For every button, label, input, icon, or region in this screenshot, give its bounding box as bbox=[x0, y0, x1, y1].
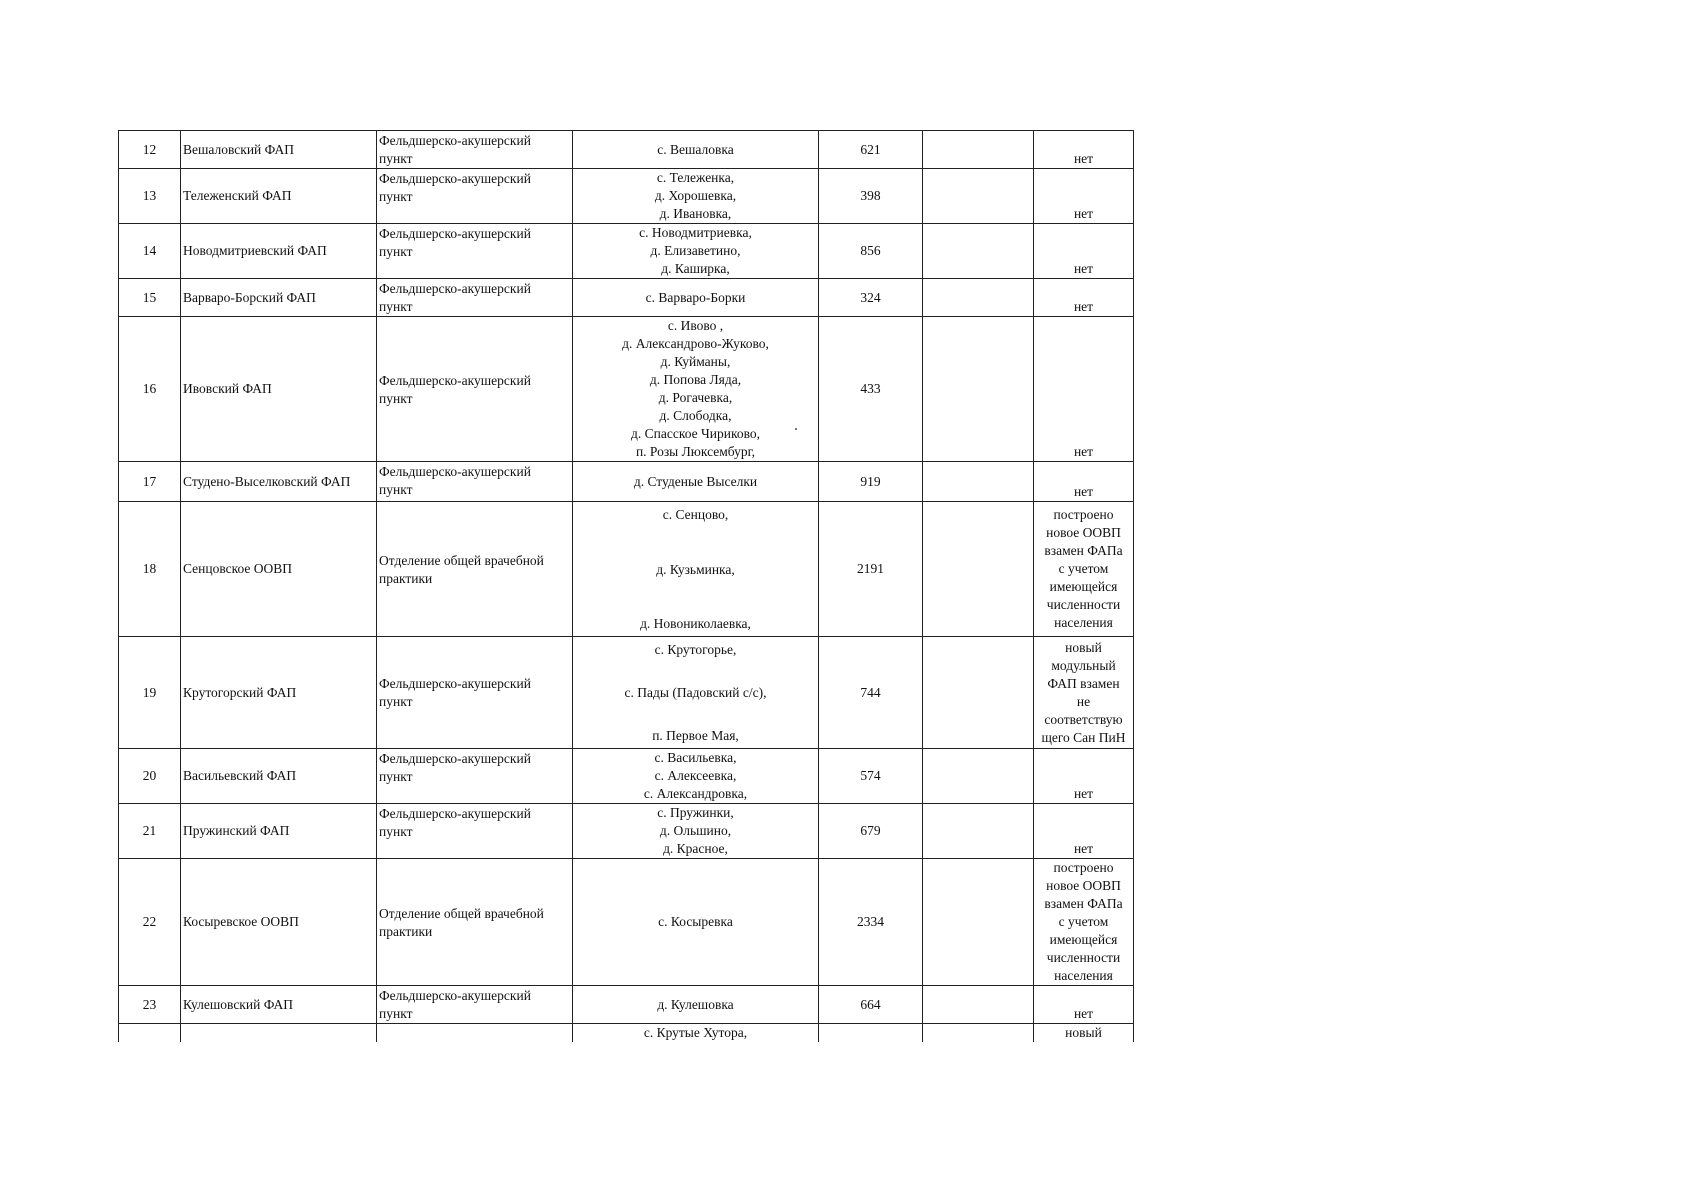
note-line: щего Сан ПиН bbox=[1041, 729, 1126, 745]
type-line: Фельдшерско-акушерский bbox=[379, 464, 531, 479]
type-line: Фельдшерско-акушерский bbox=[379, 806, 531, 821]
table-row bbox=[119, 502, 1134, 637]
type-line: пункт bbox=[379, 390, 413, 406]
facility-type bbox=[377, 131, 573, 169]
empty-cell bbox=[923, 749, 1034, 804]
settlements bbox=[573, 131, 819, 169]
location-line: д. Красное, bbox=[663, 841, 728, 856]
empty-cell bbox=[923, 279, 1034, 317]
note bbox=[1034, 462, 1134, 502]
note-line: новое ООВП bbox=[1046, 525, 1121, 540]
settlements bbox=[573, 279, 819, 317]
table-row bbox=[119, 804, 1134, 859]
population bbox=[819, 1024, 923, 1043]
facility-type bbox=[377, 749, 573, 804]
note-line: не bbox=[1076, 693, 1091, 709]
note-line: нет bbox=[1073, 484, 1094, 499]
note-line: нет bbox=[1073, 261, 1094, 276]
note-line: нет bbox=[1073, 206, 1094, 221]
facility-name: Кулешовский ФАП bbox=[181, 986, 377, 1024]
location-line: д. Студеные Выселки bbox=[633, 473, 758, 489]
type-line: пункт bbox=[379, 824, 413, 839]
row-number: 14 bbox=[119, 224, 181, 279]
note bbox=[1034, 637, 1134, 749]
empty-cell bbox=[923, 637, 1034, 749]
facility-name: Вешаловский ФАП bbox=[181, 131, 377, 169]
population: 621 bbox=[819, 131, 923, 169]
type-line: Фельдшерско-акушерский bbox=[379, 226, 531, 241]
note-line: имеющейся bbox=[1049, 932, 1118, 947]
population: 856 bbox=[819, 224, 923, 279]
population: 679 bbox=[819, 804, 923, 859]
population: 398 bbox=[819, 169, 923, 224]
facility-type bbox=[377, 502, 573, 637]
facility-type bbox=[377, 986, 573, 1024]
note bbox=[1034, 279, 1134, 317]
note-line: взамен ФАПа bbox=[1044, 896, 1123, 911]
type-line: пункт bbox=[379, 482, 413, 497]
note bbox=[1034, 986, 1134, 1024]
table-row bbox=[119, 749, 1134, 804]
row-number: 19 bbox=[119, 637, 181, 749]
empty-cell bbox=[923, 502, 1034, 637]
row-number: 13 bbox=[119, 169, 181, 224]
row-number: 16 bbox=[119, 317, 181, 462]
row-number: 22 bbox=[119, 859, 181, 986]
location-line: д. Хорошевка, bbox=[654, 188, 737, 203]
note-line: новый bbox=[1065, 639, 1102, 655]
settlements bbox=[573, 804, 819, 859]
type-line: Фельдшерско-акушерский bbox=[379, 988, 531, 1003]
empty-cell bbox=[923, 131, 1034, 169]
row-number: 12 bbox=[119, 131, 181, 169]
population: 433 bbox=[819, 317, 923, 462]
facility-name: Варваро-Борский ФАП bbox=[181, 279, 377, 317]
location-line: д. Кузьминка, bbox=[656, 561, 735, 577]
note bbox=[1034, 224, 1134, 279]
type-line: практики bbox=[379, 923, 433, 939]
type-line: Отделение общей врачебной bbox=[379, 905, 544, 921]
location-line: с. Варваро-Борки bbox=[645, 289, 746, 305]
note-line: с учетом bbox=[1058, 914, 1109, 929]
note bbox=[1034, 804, 1134, 859]
note-line: нет bbox=[1073, 841, 1094, 856]
facility-type bbox=[377, 804, 573, 859]
scan-speck bbox=[795, 428, 797, 430]
location-line: д. Новониколаевка, bbox=[640, 616, 751, 631]
type-line: Фельдшерско-акушерский bbox=[379, 372, 531, 388]
facility-name bbox=[181, 1024, 377, 1043]
empty-cell bbox=[923, 224, 1034, 279]
facility-name: Косыревское ООВП bbox=[181, 859, 377, 986]
row-number bbox=[119, 1024, 181, 1043]
table-row bbox=[119, 1024, 1134, 1043]
location-line: с. Вешаловка bbox=[657, 141, 734, 157]
note-line: населения bbox=[1054, 615, 1113, 630]
note-line: построено bbox=[1053, 860, 1114, 875]
note-line: новое ООВП bbox=[1046, 878, 1121, 893]
row-number: 17 bbox=[119, 462, 181, 502]
note-line: численности bbox=[1046, 950, 1121, 965]
population: 324 bbox=[819, 279, 923, 317]
location-line: д. Попова Ляда, bbox=[649, 372, 742, 387]
table-row bbox=[119, 224, 1134, 279]
settlements bbox=[573, 986, 819, 1024]
note-line: населения bbox=[1054, 968, 1113, 983]
facility-name: Тележенский ФАП bbox=[181, 169, 377, 224]
location-line: с. Алексеевка, bbox=[654, 768, 737, 783]
location-line: с. Ивово , bbox=[667, 318, 724, 333]
empty-cell bbox=[923, 1024, 1034, 1043]
facility-name: Васильевский ФАП bbox=[181, 749, 377, 804]
note bbox=[1034, 1024, 1134, 1043]
type-line: Фельдшерско-акушерский bbox=[379, 133, 531, 148]
row-number: 18 bbox=[119, 502, 181, 637]
location-line: с. Косыревка bbox=[658, 914, 733, 929]
facility-name: Крутогорский ФАП bbox=[181, 637, 377, 749]
location-line: д. Спасское Чириково, bbox=[631, 426, 760, 441]
note bbox=[1034, 859, 1134, 986]
settlements bbox=[573, 224, 819, 279]
location-line: с. Крутогорье, bbox=[654, 642, 737, 657]
note-line: взамен ФАПа bbox=[1044, 543, 1123, 558]
row-number: 20 bbox=[119, 749, 181, 804]
table-row bbox=[119, 859, 1134, 986]
table-row bbox=[119, 317, 1134, 462]
location-line: с. Александровка, bbox=[643, 786, 748, 801]
location-line: д. Рогачевка, bbox=[658, 390, 733, 405]
population: 744 bbox=[819, 637, 923, 749]
location-line: с. Крутые Хутора, bbox=[643, 1025, 748, 1040]
note-line: с учетом bbox=[1058, 561, 1109, 576]
type-line: Отделение общей врачебной bbox=[379, 552, 544, 568]
population: 919 bbox=[819, 462, 923, 502]
population: 2191 bbox=[819, 502, 923, 637]
settlements bbox=[573, 859, 819, 986]
location-line: д. Елизаветино, bbox=[650, 243, 741, 258]
type-line: пункт bbox=[379, 1006, 413, 1021]
location-line: с. Новодмитриевка, bbox=[639, 225, 752, 240]
table-row bbox=[119, 169, 1134, 224]
settlements bbox=[573, 502, 819, 637]
population: 574 bbox=[819, 749, 923, 804]
settlements bbox=[573, 317, 819, 462]
facility-type bbox=[377, 462, 573, 502]
type-line: Фельдшерско-акушерский bbox=[379, 676, 531, 691]
empty-cell bbox=[923, 986, 1034, 1024]
settlements bbox=[573, 637, 819, 749]
note-line: нет bbox=[1073, 151, 1094, 166]
row-number: 21 bbox=[119, 804, 181, 859]
facility-type bbox=[377, 169, 573, 224]
note-line: имеющейся bbox=[1049, 579, 1118, 594]
note-line: модульный bbox=[1051, 657, 1116, 673]
facility-type bbox=[377, 224, 573, 279]
table-body bbox=[119, 131, 1134, 1043]
type-line: Фельдшерско-акушерский bbox=[379, 281, 531, 296]
location-line: п. Первое Мая, bbox=[652, 728, 739, 743]
type-line: пункт bbox=[379, 769, 413, 784]
table-row bbox=[119, 986, 1134, 1024]
row-number: 23 bbox=[119, 986, 181, 1024]
location-line: д. Куйманы, bbox=[660, 354, 731, 369]
facility-name: Ивовский ФАП bbox=[181, 317, 377, 462]
location-line: д. Кулешовка bbox=[657, 996, 734, 1012]
note-line: новый bbox=[1065, 1025, 1102, 1040]
note bbox=[1034, 749, 1134, 804]
population: 2334 bbox=[819, 859, 923, 986]
empty-cell bbox=[923, 169, 1034, 224]
settlements bbox=[573, 749, 819, 804]
facility-name: Студено-Выселковский ФАП bbox=[181, 462, 377, 502]
type-line: Фельдшерско-акушерский bbox=[379, 751, 531, 766]
facility-type bbox=[377, 317, 573, 462]
type-line: практики bbox=[379, 570, 433, 586]
note-line: нет bbox=[1073, 786, 1094, 801]
facility-name: Новодмитриевский ФАП bbox=[181, 224, 377, 279]
note-line: построено bbox=[1053, 507, 1114, 522]
location-line: с. Васильевка, bbox=[654, 750, 737, 765]
type-line: пункт bbox=[379, 694, 413, 709]
note bbox=[1034, 317, 1134, 462]
note bbox=[1034, 131, 1134, 169]
table-row bbox=[119, 279, 1134, 317]
location-line: п. Розы Люксембург, bbox=[635, 444, 756, 459]
location-line: с. Пружинки, bbox=[657, 805, 734, 820]
location-stack bbox=[575, 506, 816, 633]
facility-type bbox=[377, 279, 573, 317]
facility-type bbox=[377, 859, 573, 986]
settlements bbox=[573, 1024, 819, 1043]
table-row bbox=[119, 637, 1134, 749]
type-line: пункт bbox=[379, 299, 413, 314]
note bbox=[1034, 169, 1134, 224]
empty-cell bbox=[923, 804, 1034, 859]
table-row bbox=[119, 462, 1134, 502]
note bbox=[1034, 502, 1134, 637]
note-line: соответствую bbox=[1044, 711, 1123, 727]
type-line: пункт bbox=[379, 189, 413, 204]
type-line: пункт bbox=[379, 151, 413, 166]
note-line: нет bbox=[1073, 1006, 1094, 1021]
table-row bbox=[119, 131, 1134, 169]
location-line: д. Слободка, bbox=[659, 408, 732, 423]
type-line: пункт bbox=[379, 244, 413, 259]
facilities-table bbox=[118, 130, 1134, 1042]
facility-type bbox=[377, 637, 573, 749]
row-number: 15 bbox=[119, 279, 181, 317]
population: 664 bbox=[819, 986, 923, 1024]
note-line: нет bbox=[1073, 299, 1094, 314]
location-line: д. Ивановка, bbox=[659, 206, 732, 221]
settlements bbox=[573, 462, 819, 502]
location-stack bbox=[575, 641, 816, 745]
facility-name: Пружинский ФАП bbox=[181, 804, 377, 859]
note-line: численности bbox=[1046, 597, 1121, 612]
empty-cell bbox=[923, 317, 1034, 462]
location-line: с. Сенцово, bbox=[662, 507, 729, 522]
facility-name: Сенцовское ООВП bbox=[181, 502, 377, 637]
location-line: с. Пады (Падовский с/с), bbox=[624, 685, 767, 700]
facility-type bbox=[377, 1024, 573, 1043]
location-line: с. Тележенка, bbox=[656, 170, 735, 185]
empty-cell bbox=[923, 462, 1034, 502]
empty-cell bbox=[923, 859, 1034, 986]
note-line: ФАП взамен bbox=[1047, 675, 1120, 691]
settlements bbox=[573, 169, 819, 224]
type-line: Фельдшерско-акушерский bbox=[379, 171, 531, 186]
location-line: д. Ольшино, bbox=[659, 823, 732, 838]
location-line: д. Каширка, bbox=[661, 261, 730, 276]
note-line: нет bbox=[1073, 444, 1094, 459]
location-line: д. Александрово-Жуково, bbox=[622, 336, 769, 351]
